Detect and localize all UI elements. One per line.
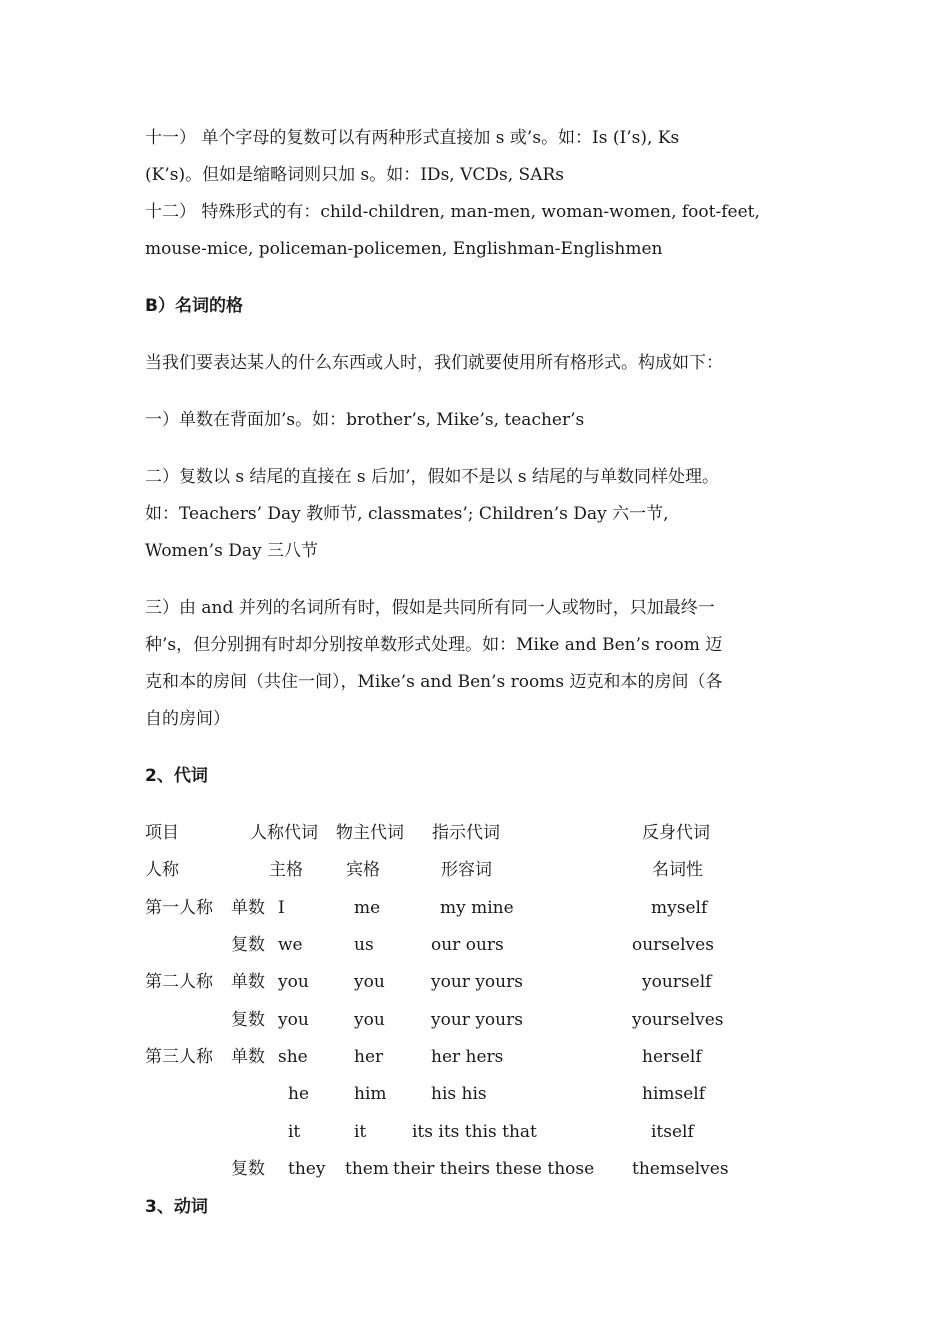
- rule-12-line-2: mouse-mice, policeman-policemen, Englishman-Englishmen: [145, 239, 663, 259]
- rule-11-line-1: 十一） 单个字母的复数可以有两种形式直接加 s 或’s。如：Is (I’s), Ks: [145, 128, 680, 148]
- table-cell-number: 复数: [231, 1010, 265, 1030]
- table-header-item: 项目: [145, 823, 179, 843]
- section-b-heading: B）名词的格: [145, 296, 243, 316]
- table-cell-person: 第三人称: [145, 1047, 213, 1067]
- table-cell-number: 单数: [231, 1047, 265, 1067]
- section-b-point-1: 一）单数在背面加’s。如：brother’s, Mike’s, teacher’s: [145, 410, 585, 430]
- table-cell-number: 复数: [231, 935, 265, 955]
- table-cell-subject: I: [278, 898, 285, 918]
- table-cell-possessive: their theirs these those: [393, 1159, 595, 1179]
- table-cell-subject: you: [278, 1010, 309, 1030]
- table-cell-subject: he: [288, 1084, 310, 1104]
- section-b-point-2-line-2: 如：Teachers’ Day 教师节, classmates’; Children’s Day 六一节,: [145, 504, 669, 524]
- table-cell-subject: we: [278, 935, 303, 955]
- table-cell-person: 第二人称: [145, 972, 213, 992]
- section-b-point-3-line-4: 自的房间）: [145, 709, 230, 729]
- table-cell-reflexive: yourselves: [632, 1010, 724, 1030]
- table-cell-possessive: your yours: [431, 972, 523, 992]
- table-cell-possessive: your yours: [431, 1010, 523, 1030]
- rule-12-line-1: 十二） 特殊形式的有：child-children, man-men, woman-women, foot-feet,: [145, 202, 760, 222]
- table-cell-number: 单数: [231, 898, 265, 918]
- table-cell-object: me: [354, 898, 381, 918]
- table-cell-reflexive: itself: [651, 1122, 694, 1142]
- table-cell-subject: they: [288, 1159, 326, 1179]
- table-cell-reflexive: herself: [642, 1047, 702, 1067]
- section-2-heading: 2、代词: [145, 766, 208, 786]
- table-cell-possessive: our ours: [431, 935, 504, 955]
- table-cell-possessive: its its this that: [412, 1122, 537, 1142]
- table-header-demonstrative: 指示代词: [432, 823, 500, 843]
- table-subheader-nominal: 名词性: [652, 860, 703, 880]
- table-cell-object: us: [354, 935, 374, 955]
- table-cell-reflexive: yourself: [642, 972, 712, 992]
- table-cell-object: you: [354, 1010, 385, 1030]
- table-subheader-object: 宾格: [346, 860, 380, 880]
- table-cell-person: 第一人称: [145, 898, 213, 918]
- table-cell-object: them: [345, 1159, 389, 1179]
- table-header-personal: 人称代词: [250, 823, 318, 843]
- table-cell-possessive: my mine: [440, 898, 514, 918]
- table-cell-reflexive: myself: [651, 898, 708, 918]
- table-cell-possessive: her hers: [431, 1047, 504, 1067]
- table-cell-object: you: [354, 972, 385, 992]
- section-b-point-3-line-3: 克和本的房间（共住一间），Mike’s and Ben’s rooms 迈克和本的房间（各: [145, 672, 723, 692]
- table-cell-subject: it: [288, 1122, 301, 1142]
- table-cell-object: her: [354, 1047, 384, 1067]
- table-cell-number: 复数: [231, 1159, 265, 1179]
- section-b-intro: 当我们要表达某人的什么东西或人时，我们就要使用所有格形式。构成如下：: [145, 353, 723, 373]
- table-cell-reflexive: themselves: [632, 1159, 729, 1179]
- table-header-possessive: 物主代词: [336, 823, 404, 843]
- table-cell-subject: she: [278, 1047, 308, 1067]
- table-subheader-subject: 主格: [269, 860, 303, 880]
- table-cell-possessive: his his: [431, 1084, 487, 1104]
- table-cell-number: 单数: [231, 972, 265, 992]
- section-b-point-2-line-1: 二）复数以 s 结尾的直接在 s 后加’，假如不是以 s 结尾的与单数同样处理。: [145, 467, 719, 487]
- table-cell-reflexive: ourselves: [632, 935, 714, 955]
- section-b-point-3-line-2: 种’s，但分别拥有时却分别按单数形式处理。如：Mike and Ben’s room 迈: [145, 635, 723, 655]
- table-subheader-adjective: 形容词: [441, 860, 492, 880]
- table-cell-subject: you: [278, 972, 309, 992]
- section-b-point-2-line-3: Women’s Day 三八节: [145, 541, 318, 561]
- table-header-reflexive: 反身代词: [642, 823, 710, 843]
- table-subheader-person: 人称: [145, 860, 179, 880]
- table-cell-reflexive: himself: [642, 1084, 706, 1104]
- section-3-heading: 3、动词: [145, 1197, 208, 1217]
- rule-11-line-2: (K’s)。但如是缩略词则只加 s。如：IDs, VCDs, SARs: [145, 165, 564, 185]
- table-cell-object: him: [354, 1084, 387, 1104]
- section-b-point-3-line-1: 三）由 and 并列的名词所有时，假如是共同所有同一人或物时，只加最终一: [145, 598, 715, 618]
- table-cell-object: it: [354, 1122, 367, 1142]
